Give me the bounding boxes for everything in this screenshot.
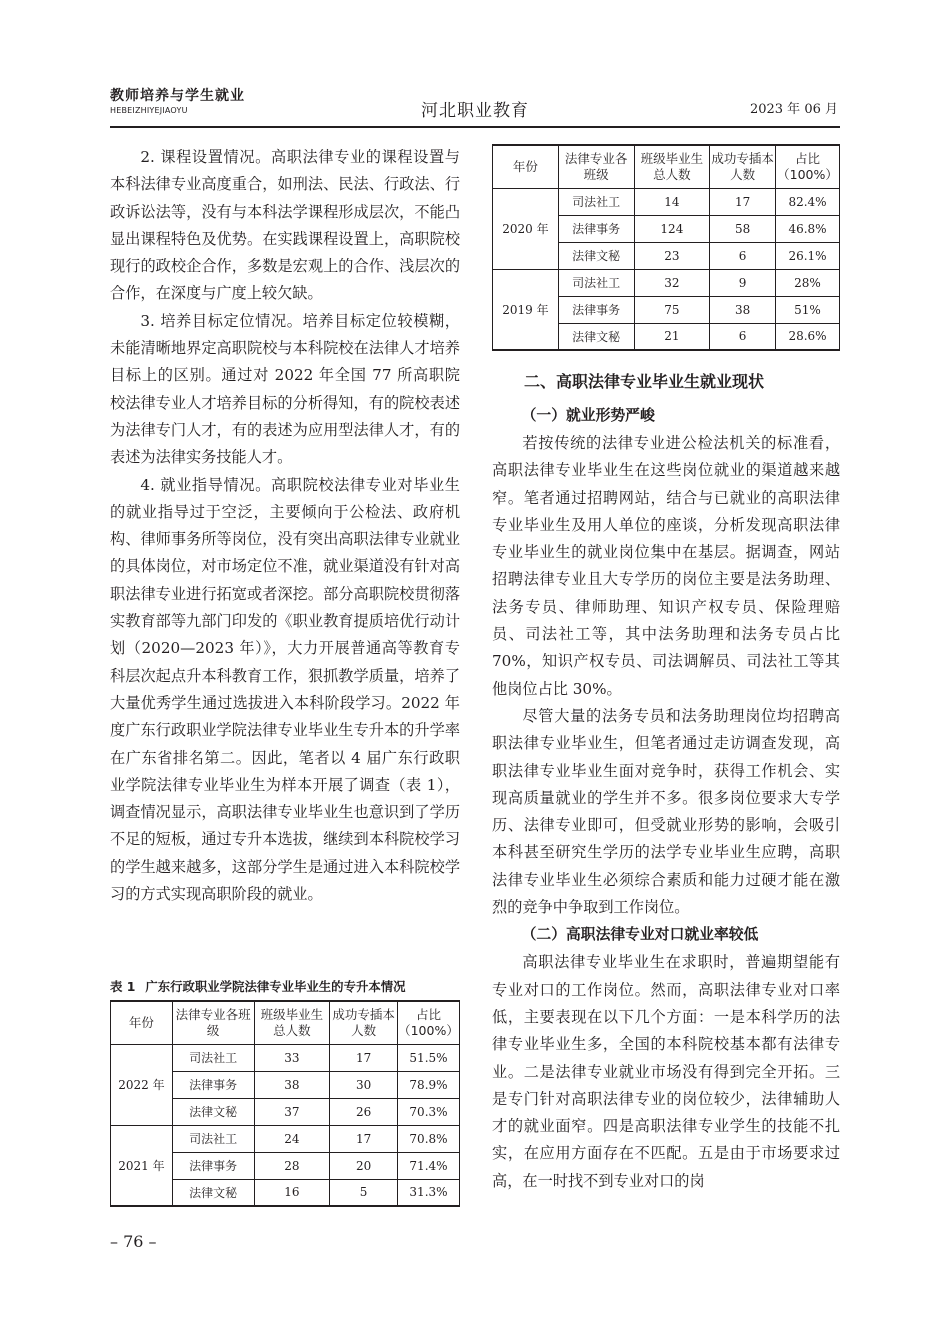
total-cell: 21 (634, 323, 710, 350)
table-row (493, 188, 840, 215)
class-cell: 司法社工 (558, 188, 634, 215)
header-rule (110, 126, 840, 128)
right-column (492, 368, 840, 1195)
year-cell: 2022 年 (111, 1044, 173, 1125)
class-cell: 法律文秘 (172, 1098, 254, 1125)
success-cell: 6 (710, 323, 776, 350)
journal-title: 河北职业教育 (421, 101, 529, 121)
ratio-cell: 70.8% (397, 1125, 459, 1152)
section-heading: 二、高职法律专业毕业生就业现状 (524, 372, 765, 391)
table-title: 广东行政职业学院法律专业毕业生的专升本情况 (145, 979, 406, 994)
section-name: 教师培养与学生就业 (110, 88, 245, 104)
ratio-cell: 82.4% (776, 188, 840, 215)
ratio-cell: 28% (776, 269, 840, 296)
header-year: 年份 (493, 145, 559, 188)
year-cell: 2021 年 (111, 1125, 173, 1206)
class-cell: 法律事务 (558, 215, 634, 242)
ratio-cell: 26.1% (776, 242, 840, 269)
success-cell: 58 (710, 215, 776, 242)
total-cell: 124 (634, 215, 710, 242)
header-year: 年份 (111, 1001, 173, 1044)
class-cell: 司法社工 (172, 1044, 254, 1071)
header-success: 成功专插本人数 (710, 145, 776, 188)
class-cell: 法律文秘 (558, 242, 634, 269)
paragraph: 若按传统的法律专业进公检法机关的标准看，高职法律专业毕业生在这些岗位就业的渠道越来越窄。笔者通过招聘网站，结合与已就业的高职法律专业毕业生及用人单位的座谈，分析发现高职法律专业毕业生的就业岗位集中在基层。据调查，网站招聘法律专业且大专学历的岗位主要是法务助理、法务专员、律师助理、知识产权专员、保险理赔员、司法社工等，其中法务助理和法务专员占比 70%，知识产权专员、司法调解员、司法社工等其他岗位占比 30%。 (492, 434, 840, 698)
total-cell: 23 (634, 242, 710, 269)
success-cell: 17 (330, 1044, 398, 1071)
header-total: 班级毕业生总人数 (634, 145, 710, 188)
success-cell: 17 (710, 188, 776, 215)
total-cell: 14 (634, 188, 710, 215)
total-cell: 33 (254, 1044, 330, 1071)
success-cell: 20 (330, 1152, 398, 1179)
success-cell: 30 (330, 1071, 398, 1098)
paragraph: 2. 课程设置情况。高职法律专业的课程设置与本科法律专业高度重合，如刑法、民法、行政法、行政诉讼法等，没有与本科法学课程形成层次，不能凸显出课程特色及优势。在实践课程设置上，高职院校现行的政校企合作，多数是宏观上的合作、浅层次的合作，在深度与广度上较欠缺。 (110, 148, 460, 303)
success-cell: 38 (710, 296, 776, 323)
ratio-cell: 78.9% (397, 1071, 459, 1098)
table-row (111, 1125, 460, 1152)
year-cell: 2019 年 (493, 269, 559, 350)
subsection-heading: （一）就业形势严峻 (521, 407, 655, 424)
ratio-cell: 71.4% (397, 1152, 459, 1179)
success-cell: 26 (330, 1098, 398, 1125)
class-cell: 法律事务 (172, 1152, 254, 1179)
success-cell: 9 (710, 269, 776, 296)
header-ratio: 占比（100%） (776, 145, 840, 188)
paragraph: 高职法律专业毕业生在求职时，普遍期望能有专业对口的工作岗位。然而，高职法律专业对口率低，主要表现在以下几个方面：一是本科学历的法律专业毕业生多，全国的本科院校基本都有法律专业。二是法律专业就业市场没有得到完全开拓。三是专门针对高职法律专业的岗位较少，法律辅助人才的就业面窄。四是高职法律专业学生的技能不扎实，在应用方面存在不匹配。五是由于市场要求过高，在一时找不到专业对口的岗 (492, 953, 840, 1190)
class-cell: 司法社工 (172, 1125, 254, 1152)
total-cell: 38 (254, 1071, 330, 1098)
subsection-heading: （二）高职法律专业对口就业率较低 (521, 926, 759, 944)
paragraph: 3. 培养目标定位情况。培养目标定位较模糊，未能清晰地界定高职院校与本科院校在法律人才培养目标上的区别。通过对 2022 年全国 77 所高职院校法律专业人才培养目标的分析得知，有的院校表述为法律专门人才，有的表述为应用型法律人才，有的表述为法律实务技能人才。 (110, 311, 460, 467)
ratio-cell: 28.6% (776, 323, 840, 350)
total-cell: 28 (254, 1152, 330, 1179)
left-column (110, 144, 460, 908)
header-success: 成功专插本人数 (330, 1001, 398, 1044)
total-cell: 37 (254, 1098, 330, 1125)
ratio-cell: 51% (776, 296, 840, 323)
total-cell: 32 (634, 269, 710, 296)
success-cell: 5 (330, 1179, 398, 1206)
data-table-part-1 (110, 1000, 460, 1207)
paragraph: 尽管大量的法务专员和法务助理岗位均招聘高职法律专业毕业生，但笔者通过走访调查发现，高职法律专业毕业生面对竞争时，获得工作机会、实现高质量就业的学生并不多。很多岗位要求大专学历、法律专业即可，但受就业形势的影响，会吸引本科甚至研究生学历的法学专业毕业生应聘，高职法律专业毕业生必须综合素质和能力过硬才能在激烈的竞争中争取到工作岗位。 (492, 706, 840, 917)
class-cell: 司法社工 (558, 269, 634, 296)
ratio-cell: 46.8% (776, 215, 840, 242)
ratio-cell: 31.3% (397, 1179, 459, 1206)
total-cell: 24 (254, 1125, 330, 1152)
table-row (111, 1044, 460, 1071)
total-cell: 16 (254, 1179, 330, 1206)
class-cell: 法律文秘 (172, 1179, 254, 1206)
table-caption (110, 977, 460, 995)
journal-pinyin: HEBEIZHIYEJIAOYU (110, 106, 188, 115)
table-row (493, 269, 840, 296)
header-class: 法律专业各班级 (172, 1001, 254, 1044)
success-cell: 6 (710, 242, 776, 269)
paragraph: 4. 就业指导情况。高职院校法律专业对毕业生的就业指导过于空泛，主要倾向于公检法、政府机构、律师事务所等岗位，没有突出高职法律专业就业的具体岗位，对市场定位不准，就业渠道没有针对高职法律专业进行拓宽或者深挖。部分高职院校贯彻落实教育部等九部门印发的《职业教育提质培优行动计划（2020—2023 年）》，大力开展普通高等教育专科层次起点升本科教育工作，狠抓教学质量，培养了大量优秀学生通过选拔进入本科阶段学习。2022 年度广东行政职业学院法律专业毕业生专升本的升学率在广东省排名第二。因此，笔者以 4 届广东行政职业学院法律专业毕业生为样本开展了调查（表 1），调查情况显示，高职法律专业毕业生也意识到了学历不足的短板，通过专升本选拔，继续到本科院校学习的学生越来越多，这部分学生是通过进入本科院校学习的方式实现高职阶段的就业。 (110, 475, 460, 904)
class-cell: 法律事务 (172, 1071, 254, 1098)
header-ratio: 占比（100%） (397, 1001, 459, 1044)
year-cell: 2020 年 (493, 188, 559, 269)
total-cell: 75 (634, 296, 710, 323)
header-class: 法律专业各班级 (558, 145, 634, 188)
header-total: 班级毕业生总人数 (254, 1001, 330, 1044)
class-cell: 法律文秘 (558, 323, 634, 350)
ratio-cell: 70.3% (397, 1098, 459, 1125)
table-label: 表 1 (110, 979, 136, 994)
issue-date: 2023 年 06 月 (749, 102, 838, 117)
success-cell: 17 (330, 1125, 398, 1152)
page-number: – 76 – (110, 1232, 157, 1251)
ratio-cell: 51.5% (397, 1044, 459, 1071)
class-cell: 法律事务 (558, 296, 634, 323)
data-table-part-2 (492, 144, 840, 351)
